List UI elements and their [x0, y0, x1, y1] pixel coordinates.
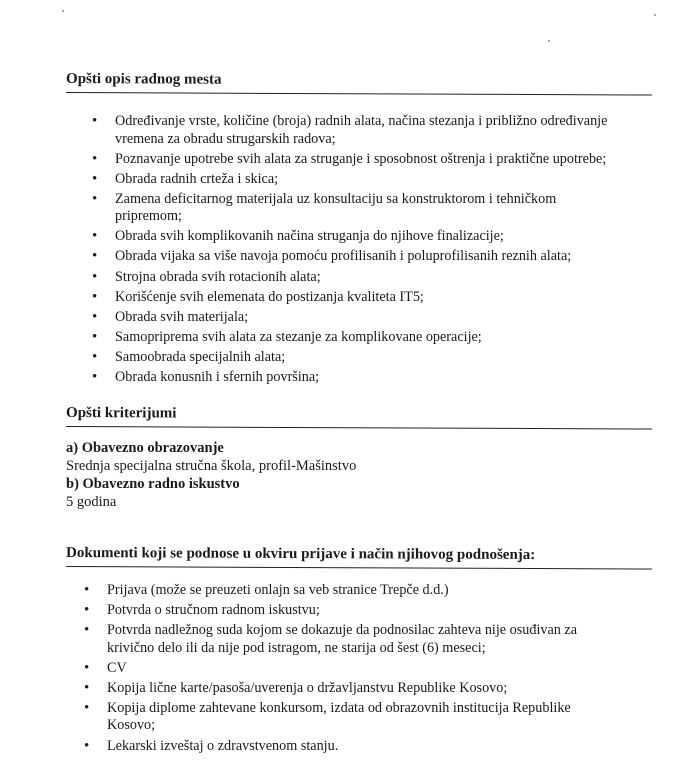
list-item: • Zamena deficitarnog materijala uz konsultaciju sa konstruktorom i tehničkom pripremom;: [90, 191, 610, 226]
list-item: • Obrada vijaka sa više navoja pomoću profilisanih i poluprofilisanih reznih alata;: [90, 248, 610, 266]
experience-label: b) Obavezno radno iskustvo: [66, 476, 240, 492]
list-item: • Obrada svih materijala;: [90, 309, 610, 327]
list-item: • Potvrda o stručnom radnom iskustvu;: [82, 602, 582, 620]
list-item: • Prijava (može se preuzeti onlajn sa veb stranice Trepče d.d.): [82, 582, 582, 600]
section-job-description: [66, 70, 652, 389]
experience-value: 5 godina: [66, 494, 117, 510]
scan-speck: [548, 40, 550, 42]
list-item: • Određivanje vrste, količine (broja) radnih alata, načina stezanja i približno određivanje vremena za obradu strugarskih radova;: [90, 113, 610, 148]
section-documents: [66, 544, 652, 758]
list-item: • Obrada svih komplikovanih načina struganja do njihove finalizacije;: [90, 228, 610, 246]
list-item: • Korišćenje svih elemenata do postizanja kvaliteta IT5;: [90, 289, 610, 307]
list-item: • Lekarski izveštaj o zdravstvenom stanju.: [82, 738, 582, 756]
list-item: • Obrada konusnih i sfernih površina;: [90, 369, 610, 387]
list-item: • CV: [82, 660, 582, 678]
section-heading-general-criteria: Opšti kriterijumi: [66, 404, 652, 430]
section-general-criteria: [66, 404, 652, 511]
list-item: • Potvrda nadležnog suda kojom se dokazuje da podnosilac zahteva nije osuđivan za krivično delo ili da nije pod istragom, ne starija od šest (6) meseci;: [82, 622, 582, 657]
documents-list: [66, 582, 582, 755]
scan-speck: [654, 14, 656, 16]
list-item: • Kopija diplome zahtevane konkursom, izdata od obrazovnih institucija Republike Kosovo;: [82, 700, 582, 735]
scan-speck: [62, 10, 64, 12]
section-heading-documents: Dokumenti koji se podnose u okviru prijave i način njihovog podnošenja:: [66, 544, 652, 570]
list-item: • Poznavanje upotrebe svih alata za struganje i sposobnost oštrenja i praktične upotrebe;: [90, 151, 610, 169]
section-heading-job-description: Opšti opis radnog mesta: [66, 70, 652, 96]
list-item: • Kopija lične karte/pasoša/uverenja o državljanstvu Republike Kosovo;: [82, 680, 582, 698]
list-item: • Samopriprema svih alata za stezanje za komplikovane operacije;: [90, 329, 610, 347]
education-value: Srednja specijalna stručna škola, profil-Mašinstvo: [66, 458, 357, 474]
job-duties-list: [66, 113, 610, 387]
list-item: • Strojna obrada svih rotacionih alata;: [90, 269, 610, 287]
list-item: • Obrada radnih crteža i skica;: [90, 171, 610, 189]
list-item: • Samoobrada specijalnih alata;: [90, 349, 610, 367]
criteria-block: [66, 439, 652, 511]
education-label: a) Obavezno obrazovanje: [66, 440, 224, 456]
